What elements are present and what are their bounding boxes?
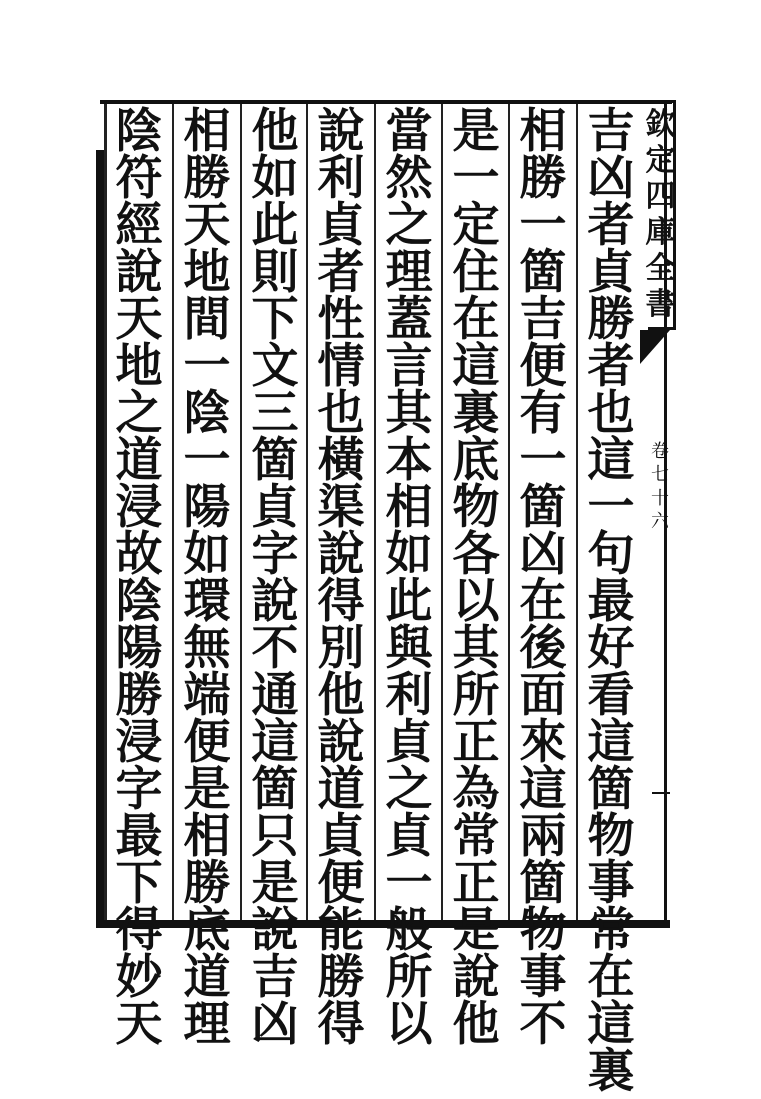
character: 箇 [519,245,567,300]
character: 勝 [183,151,231,206]
character: 箇 [519,480,567,535]
character: 以 [385,997,433,1052]
character: 浸 [115,715,163,770]
character: 一 [519,433,567,488]
margin-character: 定 [645,143,676,178]
character: 勝 [183,856,231,911]
character: 天 [115,292,163,347]
character: 陰 [115,574,163,629]
character: 物 [452,480,500,535]
character: 渠 [317,480,365,535]
character: 不 [251,621,299,676]
character: 常 [452,809,500,864]
character: 這 [587,997,635,1052]
text-column-5 [312,104,370,1052]
character: 者 [317,245,365,300]
character: 貞 [317,809,365,864]
text-column-6 [246,104,304,1052]
character: 事 [587,856,635,911]
character: 是 [452,903,500,958]
character: 這 [587,433,635,488]
character: 能 [317,903,365,958]
character: 理 [385,245,433,300]
character: 貞 [251,480,299,535]
character: 所 [452,668,500,723]
character: 者 [587,198,635,253]
character: 一 [587,480,635,535]
character: 最 [587,574,635,629]
character: 字 [115,762,163,817]
character: 一 [183,433,231,488]
character: 後 [519,621,567,676]
character: 性 [317,292,365,347]
character: 本 [385,433,433,488]
character: 如 [385,527,433,582]
character: 所 [385,950,433,1005]
character: 說 [251,574,299,629]
character: 如 [251,151,299,206]
character: 他 [251,104,299,159]
character: 說 [251,903,299,958]
character: 三 [251,386,299,441]
character: 吉 [251,950,299,1005]
character: 則 [251,245,299,300]
character: 此 [385,574,433,629]
character: 是 [183,762,231,817]
column-rule [306,104,308,920]
text-column-3 [447,104,505,1052]
character: 者 [587,339,635,394]
character: 此 [251,198,299,253]
column-rule [508,104,510,920]
character: 字 [251,527,299,582]
character: 與 [385,621,433,676]
character: 之 [385,198,433,253]
character: 勝 [587,292,635,347]
character: 得 [317,574,365,629]
character: 箇 [251,433,299,488]
character: 相 [519,104,567,159]
margin-character: 全 [645,251,676,286]
margin-character: 六 [651,511,669,533]
column-rule [576,104,578,920]
character: 是 [452,104,500,159]
character: 言 [385,339,433,394]
character: 之 [385,762,433,817]
character: 不 [519,997,567,1052]
character: 正 [452,856,500,911]
character: 說 [317,104,365,159]
character: 箇 [251,762,299,817]
character: 一 [183,339,231,394]
character: 符 [115,151,163,206]
character: 陽 [115,621,163,676]
character: 下 [251,292,299,347]
text-column-4 [380,104,438,1052]
character: 勝 [519,151,567,206]
character: 也 [587,386,635,441]
character: 有 [519,386,567,441]
character: 理 [183,997,231,1052]
character: 便 [183,715,231,770]
character: 其 [385,386,433,441]
character: 當 [385,104,433,159]
character: 得 [115,903,163,958]
column-rule [240,104,242,920]
character: 通 [251,668,299,723]
character: 句 [587,527,635,582]
character: 相 [385,480,433,535]
character: 勝 [115,668,163,723]
character: 天 [183,198,231,253]
character: 相 [183,809,231,864]
character: 住 [452,245,500,300]
character: 經 [115,198,163,253]
character: 裏 [587,1044,635,1099]
character: 無 [183,621,231,676]
character: 在 [452,292,500,347]
column-rule [172,104,174,920]
character: 之 [115,386,163,441]
character: 底 [452,433,500,488]
column-rule [374,104,376,920]
margin-character: 七 [651,464,669,486]
character: 故 [115,527,163,582]
character: 道 [317,762,365,817]
character: 下 [115,856,163,911]
character: 地 [183,245,231,300]
character: 箇 [587,762,635,817]
character: 貞 [385,809,433,864]
character: 利 [317,151,365,206]
juan-number [648,440,672,534]
character: 天 [115,997,163,1052]
character: 端 [183,668,231,723]
margin-character: 欽 [645,107,676,142]
character: 以 [452,574,500,629]
character: 陰 [115,104,163,159]
character: 一 [519,198,567,253]
character: 間 [183,292,231,347]
character: 般 [385,903,433,958]
character: 定 [452,198,500,253]
character: 然 [385,151,433,206]
character: 是 [251,856,299,911]
margin-character: 庫 [645,215,676,250]
character: 道 [115,433,163,488]
character: 說 [115,245,163,300]
character: 面 [519,668,567,723]
character: 環 [183,574,231,629]
text-column-1 [582,104,640,1099]
book-title [645,100,676,330]
character: 凶 [251,997,299,1052]
character: 說 [452,950,500,1005]
character: 道 [183,950,231,1005]
character: 凶 [519,527,567,582]
character: 情 [317,339,365,394]
fish-tail-mark [640,330,670,364]
margin-character: 卷 [651,441,669,462]
character: 貞 [385,715,433,770]
character: 得 [317,997,365,1052]
character: 吉 [519,292,567,347]
character: 兩 [519,809,567,864]
character: 陽 [183,480,231,535]
character: 來 [519,715,567,770]
margin-tick [652,792,670,794]
character: 這 [452,339,500,394]
margin-character: 書 [645,287,676,322]
character: 地 [115,339,163,394]
character: 便 [317,856,365,911]
character: 在 [519,574,567,629]
character: 裏 [452,386,500,441]
margin-character: 四 [645,179,676,214]
character: 蓋 [385,292,433,347]
character: 利 [385,668,433,723]
character: 各 [452,527,500,582]
character: 妙 [115,950,163,1005]
character: 說 [317,527,365,582]
character: 其 [452,621,500,676]
character: 便 [519,339,567,394]
character: 底 [183,903,231,958]
character: 也 [317,386,365,441]
column-rule [441,104,443,920]
character: 在 [587,950,635,1005]
character: 浸 [115,480,163,535]
character: 吉 [587,104,635,159]
character: 為 [452,762,500,817]
character: 文 [251,339,299,394]
column-rule [104,104,107,920]
character: 貞 [587,245,635,300]
character: 他 [317,668,365,723]
character: 一 [385,856,433,911]
character: 事 [519,950,567,1005]
character: 這 [519,762,567,817]
text-column-8 [110,104,168,1052]
text-column-7 [178,104,236,1052]
character: 看 [587,668,635,723]
character: 陰 [183,386,231,441]
character: 凶 [587,151,635,206]
character: 這 [587,715,635,770]
character: 說 [317,715,365,770]
text-column-2 [514,104,572,1052]
character: 勝 [317,950,365,1005]
character: 正 [452,715,500,770]
character: 一 [452,151,500,206]
character: 好 [587,621,635,676]
character: 最 [115,809,163,864]
character: 他 [452,997,500,1052]
character: 箇 [519,856,567,911]
character: 物 [587,809,635,864]
margin-character: 十 [651,487,669,509]
character: 如 [183,527,231,582]
character: 相 [183,104,231,159]
character: 別 [317,621,365,676]
character: 物 [519,903,567,958]
character: 常 [587,903,635,958]
character: 貞 [317,198,365,253]
character: 橫 [317,433,365,488]
character: 這 [251,715,299,770]
character: 只 [251,809,299,864]
